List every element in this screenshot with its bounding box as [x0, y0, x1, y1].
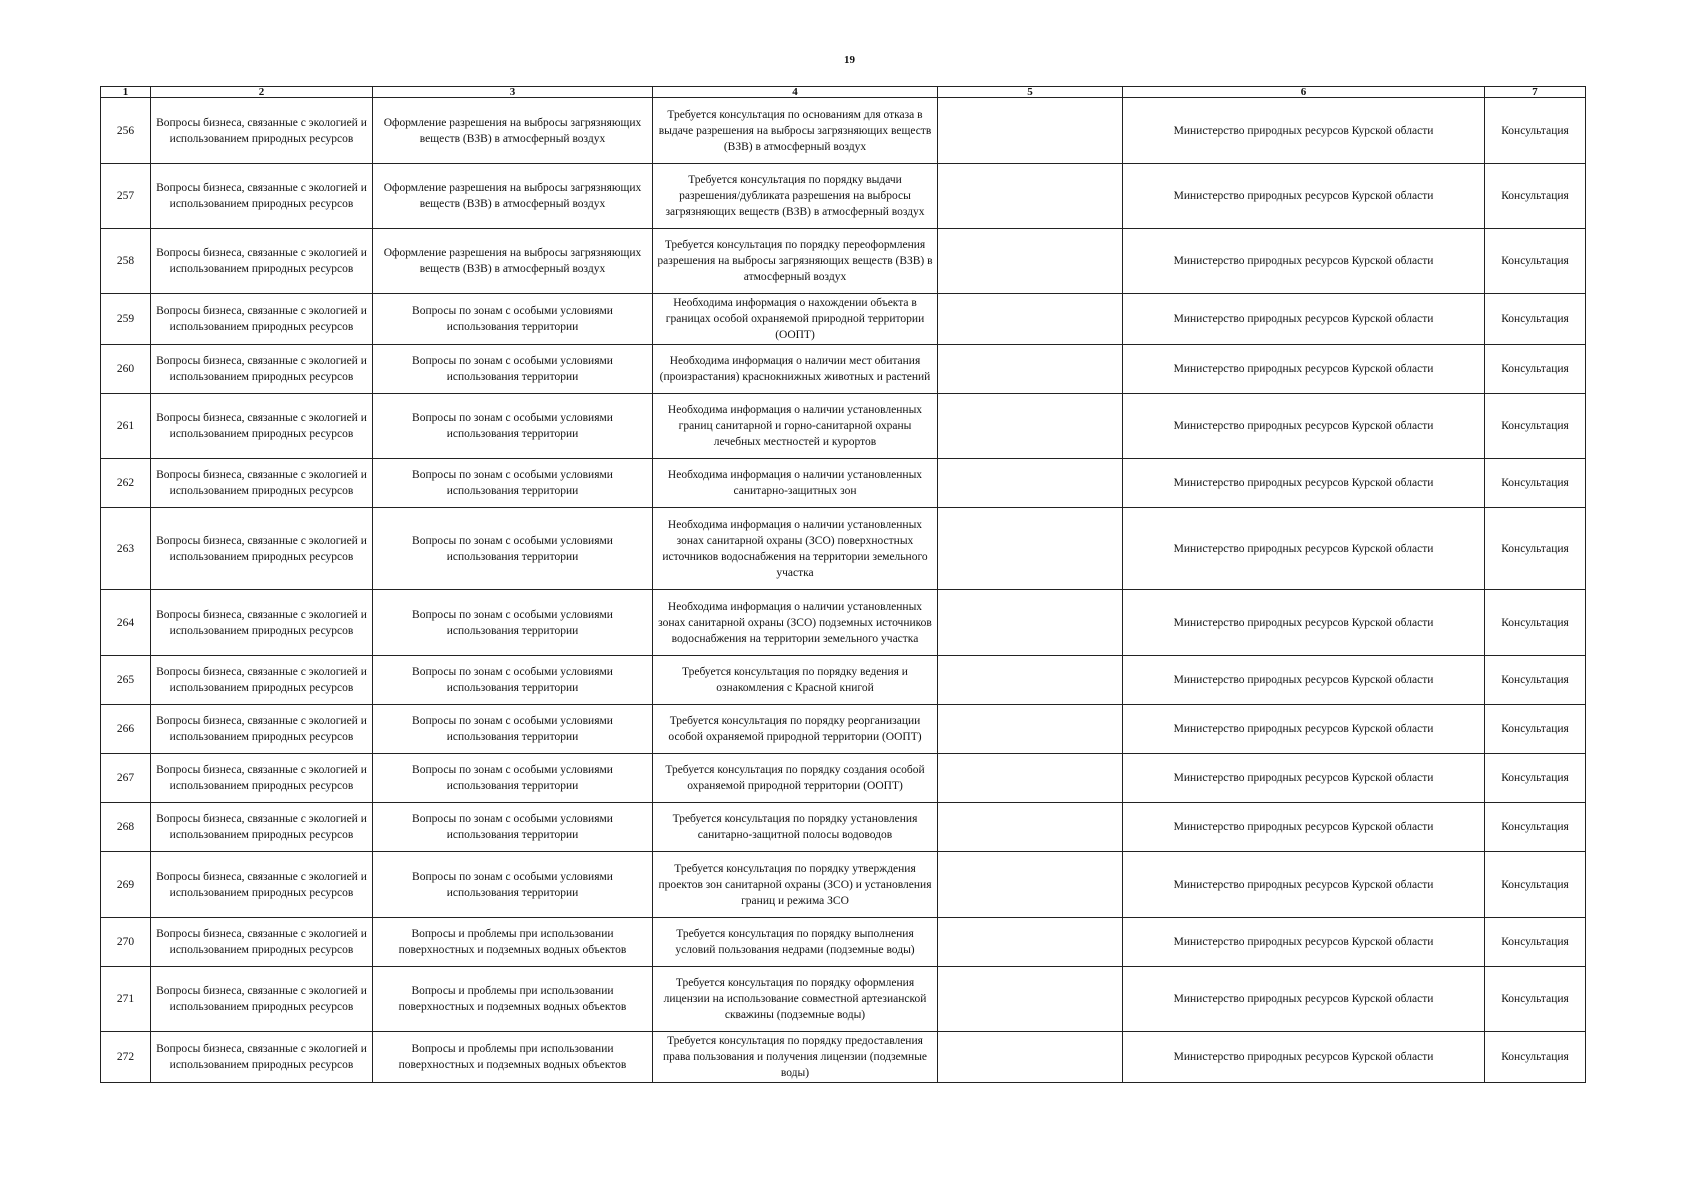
business-area-cell: Вопросы бизнеса, связанные с экологией и использованием природных ресурсов [151, 459, 373, 508]
column-5-cell [938, 345, 1123, 394]
row-number: 264 [101, 590, 151, 656]
topic-cell: Вопросы по зонам с особыми условиями использования территории [373, 656, 653, 705]
table-row [101, 705, 1586, 754]
column-5-cell [938, 803, 1123, 852]
row-number: 259 [101, 294, 151, 345]
question-cell: Требуется консультация по порядку оформления лицензии на использование совместной артезианской скважины (подземные воды) [653, 967, 938, 1032]
question-cell: Требуется консультация по порядку создания особой охраняемой природной территории (ООПТ) [653, 754, 938, 803]
authority-cell: Министерство природных ресурсов Курской области [1123, 1032, 1485, 1083]
row-number: 257 [101, 164, 151, 229]
consultation-form-cell: Консультация [1485, 656, 1586, 705]
question-cell: Необходима информация о наличии установленных зонах санитарной охраны (ЗСО) подземных источников водоснабжения на территории земельного участка [653, 590, 938, 656]
business-area-cell: Вопросы бизнеса, связанные с экологией и использованием природных ресурсов [151, 590, 373, 656]
topic-cell: Вопросы по зонам с особыми условиями использования территории [373, 508, 653, 590]
table-row [101, 508, 1586, 590]
topic-cell: Вопросы и проблемы при использовании поверхностных и подземных водных объектов [373, 1032, 653, 1083]
column-5-cell [938, 754, 1123, 803]
topic-cell: Вопросы по зонам с особыми условиями использования территории [373, 459, 653, 508]
consultation-form-cell: Консультация [1485, 508, 1586, 590]
column-5-cell [938, 967, 1123, 1032]
row-number: 269 [101, 852, 151, 918]
business-area-cell: Вопросы бизнеса, связанные с экологией и использованием природных ресурсов [151, 294, 373, 345]
authority-cell: Министерство природных ресурсов Курской области [1123, 294, 1485, 345]
business-area-cell: Вопросы бизнеса, связанные с экологией и использованием природных ресурсов [151, 229, 373, 294]
question-cell: Требуется консультация по порядку утверждения проектов зон санитарной охраны (ЗСО) и установления границ и режима ЗСО [653, 852, 938, 918]
business-area-cell: Вопросы бизнеса, связанные с экологией и использованием природных ресурсов [151, 754, 373, 803]
table-row [101, 98, 1586, 164]
column-5-cell [938, 852, 1123, 918]
business-area-cell: Вопросы бизнеса, связанные с экологией и использованием природных ресурсов [151, 345, 373, 394]
topic-cell: Вопросы по зонам с особыми условиями использования территории [373, 294, 653, 345]
question-cell: Требуется консультация по порядку установления санитарно-защитной полосы водоводов [653, 803, 938, 852]
column-5-cell [938, 918, 1123, 967]
table-row [101, 459, 1586, 508]
topic-cell: Вопросы и проблемы при использовании поверхностных и подземных водных объектов [373, 967, 653, 1032]
question-cell: Необходима информация о наличии установленных санитарно-защитных зон [653, 459, 938, 508]
row-number: 265 [101, 656, 151, 705]
column-5-cell [938, 229, 1123, 294]
table-row [101, 803, 1586, 852]
topic-cell: Оформление разрешения на выбросы загрязняющих веществ (ВЗВ) в атмосферный воздух [373, 164, 653, 229]
authority-cell: Министерство природных ресурсов Курской области [1123, 98, 1485, 164]
table-row [101, 590, 1586, 656]
topic-cell: Вопросы по зонам с особыми условиями использования территории [373, 345, 653, 394]
table-row [101, 164, 1586, 229]
business-area-cell: Вопросы бизнеса, связанные с экологией и использованием природных ресурсов [151, 508, 373, 590]
row-number: 268 [101, 803, 151, 852]
consultation-form-cell: Консультация [1485, 394, 1586, 459]
topic-cell: Вопросы по зонам с особыми условиями использования территории [373, 803, 653, 852]
consultation-form-cell: Консультация [1485, 918, 1586, 967]
row-number: 263 [101, 508, 151, 590]
question-cell: Необходима информация о нахождении объекта в границах особой охраняемой природной территории (ООПТ) [653, 294, 938, 345]
topic-cell: Вопросы по зонам с особыми условиями использования территории [373, 394, 653, 459]
consultation-form-cell: Консультация [1485, 967, 1586, 1032]
row-number: 271 [101, 967, 151, 1032]
table-row [101, 918, 1586, 967]
business-area-cell: Вопросы бизнеса, связанные с экологией и использованием природных ресурсов [151, 164, 373, 229]
table-row [101, 656, 1586, 705]
business-area-cell: Вопросы бизнеса, связанные с экологией и использованием природных ресурсов [151, 705, 373, 754]
page-number: 19 [844, 54, 855, 66]
column-5-cell [938, 164, 1123, 229]
row-number: 272 [101, 1032, 151, 1083]
column-5-cell [938, 590, 1123, 656]
column-5-cell [938, 656, 1123, 705]
authority-cell: Министерство природных ресурсов Курской области [1123, 656, 1485, 705]
consultation-form-cell: Консультация [1485, 229, 1586, 294]
column-header-6: 6 [1123, 87, 1485, 98]
question-cell: Требуется консультация по порядку выполнения условий пользования недрами (подземные воды) [653, 918, 938, 967]
table-row [101, 754, 1586, 803]
business-area-cell: Вопросы бизнеса, связанные с экологией и использованием природных ресурсов [151, 394, 373, 459]
column-header-2: 2 [151, 87, 373, 98]
table-row [101, 229, 1586, 294]
column-5-cell [938, 508, 1123, 590]
consultation-form-cell: Консультация [1485, 852, 1586, 918]
question-cell: Требуется консультация по порядку предоставления права пользования и получения лицензии (подземные воды) [653, 1032, 938, 1083]
row-number: 267 [101, 754, 151, 803]
question-cell: Требуется консультация по порядку выдачи разрешения/дубликата разрешения на выбросы загрязняющих веществ (ВЗВ) в атмосферный воздух [653, 164, 938, 229]
question-cell: Требуется консультация по основаниям для отказа в выдаче разрешения на выбросы загрязняющих веществ (ВЗВ) в атмосферный воздух [653, 98, 938, 164]
consultation-form-cell: Консультация [1485, 590, 1586, 656]
authority-cell: Министерство природных ресурсов Курской области [1123, 590, 1485, 656]
column-header-4: 4 [653, 87, 938, 98]
column-header-3: 3 [373, 87, 653, 98]
row-number: 262 [101, 459, 151, 508]
table-row [101, 294, 1586, 345]
question-cell: Требуется консультация по порядку ведения и ознакомления с Красной книгой [653, 656, 938, 705]
consultation-form-cell: Консультация [1485, 459, 1586, 508]
table-row [101, 345, 1586, 394]
row-number: 256 [101, 98, 151, 164]
column-5-cell [938, 459, 1123, 508]
business-area-cell: Вопросы бизнеса, связанные с экологией и использованием природных ресурсов [151, 918, 373, 967]
question-cell: Требуется консультация по порядку переоформления разрешения на выбросы загрязняющих веществ (ВЗВ) в атмосферный воздух [653, 229, 938, 294]
authority-cell: Министерство природных ресурсов Курской области [1123, 754, 1485, 803]
row-number: 258 [101, 229, 151, 294]
column-5-cell [938, 294, 1123, 345]
consultation-form-cell: Консультация [1485, 705, 1586, 754]
column-5-cell [938, 394, 1123, 459]
table-row [101, 1032, 1586, 1083]
column-header-1: 1 [101, 87, 151, 98]
consultation-form-cell: Консультация [1485, 294, 1586, 345]
authority-cell: Министерство природных ресурсов Курской области [1123, 229, 1485, 294]
column-5-cell [938, 705, 1123, 754]
table-row [101, 394, 1586, 459]
authority-cell: Министерство природных ресурсов Курской области [1123, 345, 1485, 394]
table-row [101, 967, 1586, 1032]
registry-table [100, 86, 1586, 1083]
business-area-cell: Вопросы бизнеса, связанные с экологией и использованием природных ресурсов [151, 967, 373, 1032]
authority-cell: Министерство природных ресурсов Курской области [1123, 508, 1485, 590]
topic-cell: Оформление разрешения на выбросы загрязняющих веществ (ВЗВ) в атмосферный воздух [373, 229, 653, 294]
business-area-cell: Вопросы бизнеса, связанные с экологией и использованием природных ресурсов [151, 803, 373, 852]
consultation-form-cell: Консультация [1485, 98, 1586, 164]
header-row [101, 87, 1586, 98]
column-5-cell [938, 98, 1123, 164]
topic-cell: Вопросы по зонам с особыми условиями использования территории [373, 705, 653, 754]
authority-cell: Министерство природных ресурсов Курской области [1123, 459, 1485, 508]
authority-cell: Министерство природных ресурсов Курской области [1123, 918, 1485, 967]
topic-cell: Вопросы и проблемы при использовании поверхностных и подземных водных объектов [373, 918, 653, 967]
table-row [101, 852, 1586, 918]
question-cell: Необходима информация о наличии установленных зонах санитарной охраны (ЗСО) поверхностных источников водоснабжения на территории земельного участка [653, 508, 938, 590]
consultation-form-cell: Консультация [1485, 1032, 1586, 1083]
consultation-form-cell: Консультация [1485, 754, 1586, 803]
consultation-form-cell: Консультация [1485, 164, 1586, 229]
column-header-5: 5 [938, 87, 1123, 98]
question-cell: Требуется консультация по порядку реорганизации особой охраняемой природной территории (ООПТ) [653, 705, 938, 754]
row-number: 270 [101, 918, 151, 967]
authority-cell: Министерство природных ресурсов Курской области [1123, 394, 1485, 459]
question-cell: Необходима информация о наличии мест обитания (произрастания) краснокнижных животных и растений [653, 345, 938, 394]
business-area-cell: Вопросы бизнеса, связанные с экологией и использованием природных ресурсов [151, 1032, 373, 1083]
business-area-cell: Вопросы бизнеса, связанные с экологией и использованием природных ресурсов [151, 852, 373, 918]
table-header [101, 87, 1586, 98]
topic-cell: Вопросы по зонам с особыми условиями использования территории [373, 590, 653, 656]
row-number: 266 [101, 705, 151, 754]
table-body [101, 98, 1586, 1083]
business-area-cell: Вопросы бизнеса, связанные с экологией и использованием природных ресурсов [151, 98, 373, 164]
authority-cell: Министерство природных ресурсов Курской области [1123, 705, 1485, 754]
row-number: 261 [101, 394, 151, 459]
topic-cell: Вопросы по зонам с особыми условиями использования территории [373, 754, 653, 803]
authority-cell: Министерство природных ресурсов Курской области [1123, 852, 1485, 918]
authority-cell: Министерство природных ресурсов Курской области [1123, 803, 1485, 852]
column-5-cell [938, 1032, 1123, 1083]
consultation-form-cell: Консультация [1485, 345, 1586, 394]
consultation-form-cell: Консультация [1485, 803, 1586, 852]
column-header-7: 7 [1485, 87, 1586, 98]
topic-cell: Оформление разрешения на выбросы загрязняющих веществ (ВЗВ) в атмосферный воздух [373, 98, 653, 164]
row-number: 260 [101, 345, 151, 394]
topic-cell: Вопросы по зонам с особыми условиями использования территории [373, 852, 653, 918]
authority-cell: Министерство природных ресурсов Курской области [1123, 967, 1485, 1032]
business-area-cell: Вопросы бизнеса, связанные с экологией и использованием природных ресурсов [151, 656, 373, 705]
question-cell: Необходима информация о наличии установленных границ санитарной и горно-санитарной охраны лечебных местностей и курортов [653, 394, 938, 459]
authority-cell: Министерство природных ресурсов Курской области [1123, 164, 1485, 229]
